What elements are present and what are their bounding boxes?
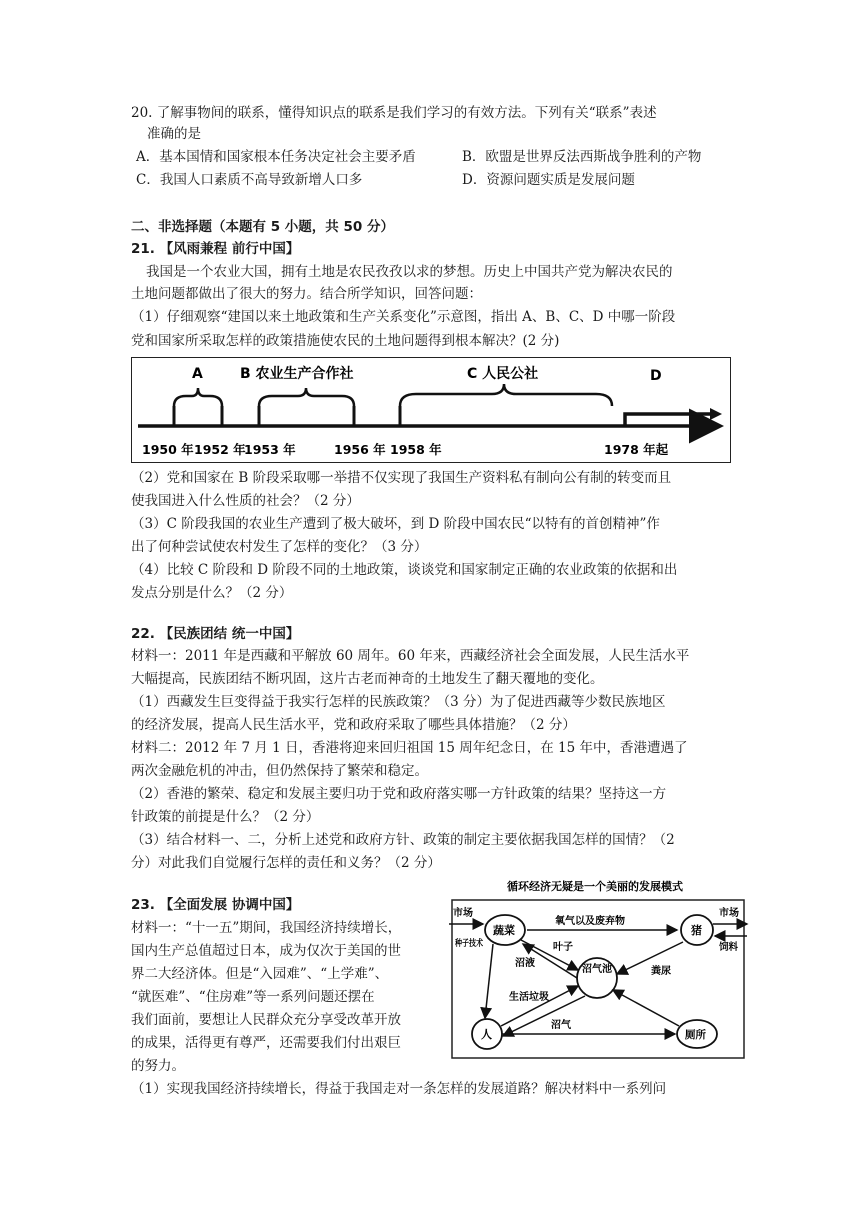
q23-material1-line7: 的努力。 xyxy=(131,1058,185,1074)
stage-b-label: B 农业生产合作社 xyxy=(240,366,354,382)
q20-stem-line1: 20. 了解事物间的联系，懂得知识点的联系是我们学习的有效方法。下列有关“联系”表述 xyxy=(131,105,657,121)
q23-part1-line1: （1）实现我国经济持续增长，得益于我国走对一条怎样的发展道路？解决材料中一系列问 xyxy=(131,1081,667,1097)
year-1953: 1953 年 xyxy=(244,442,296,457)
slurry-label: 沼液 xyxy=(515,958,535,969)
year-1958: 1958 年 xyxy=(390,442,442,457)
year-1952: 1952 年 xyxy=(194,442,246,457)
q20-option-c: C．我国人口素质不高导致新增人口多 xyxy=(136,172,363,188)
stage-a-brace xyxy=(174,388,222,406)
q21-part2-line2: 使我国进入什么性质的社会？（2 分） xyxy=(131,493,360,509)
q21-part4-line2: 发点分别是什么？（2 分） xyxy=(131,585,293,601)
timeline-svg xyxy=(132,358,730,462)
q22-material1-line2: 大幅提高，民族团结不断巩固，这片古老而神奇的土地发生了翻天覆地的变化。 xyxy=(131,671,604,687)
toilet-label: 厕所 xyxy=(685,1029,706,1041)
year-1950: 1950 年 xyxy=(142,442,194,457)
q23-material1-line6: 的成果，活得更有尊严，还需要我们付出艰巨 xyxy=(131,1035,401,1051)
q20-option-a: A．基本国情和国家根本任务决定社会主要矛盾 xyxy=(136,149,416,165)
vegetables-label: 蔬菜 xyxy=(493,924,515,937)
seed-tech-label: 种子技术 xyxy=(455,939,492,949)
q20-option-d: D．资源问题实质是发展问题 xyxy=(462,172,635,188)
q22-material2-line1: 材料二：2012 年 7 月 1 日，香港将迎来回归祖国 15 周年纪念日，在 15 年中，香港遭遇了 xyxy=(131,740,688,756)
q22-part2-line2: 针政策的前提是什么？（2 分） xyxy=(131,809,320,825)
biogas-label: 沼气池 xyxy=(582,964,612,975)
year-1978: 1978 年起 xyxy=(604,442,669,457)
q20-stem-line2: 准确的是 xyxy=(147,126,201,142)
q21-part3-line2: 出了何种尝试使农村发生了怎样的变化？（3 分） xyxy=(131,539,428,555)
q23-material1-line4: “就医难”、“住房难”等一系列问题还摆在 xyxy=(131,989,375,1005)
q21-part2-line1: （2）党和国家在 B 阶段采取哪一举措不仅实现了我国生产资料私有制向公有制的转变而且 xyxy=(131,470,672,486)
q23-material1-line3: 界二大经济体。但是“入园难”、“上学难”、 xyxy=(131,966,389,982)
circular-economy-diagram xyxy=(447,878,749,1060)
q21-part4-line1: （4）比较 C 阶段和 D 阶段不同的土地政策，谈谈党和国家制定正确的农业政策的依据和出 xyxy=(131,562,678,578)
stage-d-label: D xyxy=(650,368,662,384)
q22-part3-line2: 分）对此我们自觉履行怎样的责任和义务？（2 分） xyxy=(131,855,441,871)
q21-part1-line1: （1）仔细观察“建国以来土地政策和生产关系变化”示意图，指出 A、B、C、D 中哪一阶段 xyxy=(131,309,676,325)
person-label: 人 xyxy=(481,1028,492,1041)
pig-label: 猪 xyxy=(691,924,702,937)
q22-part3-line1: （3）结合材料一、二，分析上述党和政府方针、政策的制定主要依据我国怎样的国情？（2 xyxy=(131,832,675,848)
q21-part1-line2: 党和国家所采取怎样的政策措施使农民的土地问题得到根本解决？(2 分) xyxy=(131,333,560,349)
market-left-label: 市场 xyxy=(453,908,473,919)
feed-label: 饲料 xyxy=(719,942,739,953)
stage-c-label: C 人民公社 xyxy=(467,366,539,382)
q20-option-b: B．欧盟是世界反法西斯战争胜利的产物 xyxy=(462,149,702,165)
q23-title: 23. 【全面发展 协调中国】 xyxy=(131,897,300,913)
circular-economy-svg xyxy=(447,878,749,1060)
section2-title: 二、非选择题（本题有 5 小题，共 50 分） xyxy=(131,219,394,235)
year-1956: 1956 年 xyxy=(334,442,386,457)
stage-b-brace xyxy=(259,388,354,406)
stage-d-arrow xyxy=(625,414,714,426)
market-right-label: 市场 xyxy=(719,908,739,919)
oxygen-waste-label: 氧气以及废弃物 xyxy=(555,916,625,927)
q21-title: 21. 【风雨兼程 前行中国】 xyxy=(131,241,300,257)
stage-c-brace xyxy=(400,384,612,406)
q21-intro-line1: 我国是一个农业大国，拥有土地是农民孜孜以求的梦想。历史上中国共产党为解决农民的 xyxy=(146,264,673,280)
q22-part1-line1: （1）西藏发生巨变得益于我实行怎样的民族政策？（3 分）为了促进西藏等少数民族地区 xyxy=(131,694,666,710)
gas-label: 沼气 xyxy=(551,1020,571,1031)
stage-a-label: A xyxy=(192,366,203,382)
q21-part3-line1: （3）C 阶段我国的农业生产遭到了极大破坏，到 D 阶段中国农民“以特有的首创精神”作 xyxy=(131,516,660,532)
diagram-title: 循环经济无疑是一个美丽的发展模式 xyxy=(507,880,683,893)
q23-material1-line5: 我们面前，要想让人民群众充分享受改革开放 xyxy=(131,1012,401,1028)
q23-material1-line1: 材料一：“十一五”期间，我国经济持续增长， xyxy=(131,920,402,936)
q22-material2-line2: 两次金融危机的冲击，但仍然保持了繁荣和稳定。 xyxy=(131,763,428,779)
q22-material1-line1: 材料一：2011 年是西藏和平解放 60 周年。60 年来，西藏经济社会全面发展，人民生活水平 xyxy=(131,648,690,664)
q22-title: 22. 【民族团结 统一中国】 xyxy=(131,626,300,642)
q23-material1-line2: 国内生产总值超过日本，成为仅次于美国的世 xyxy=(131,943,401,959)
q22-part1-line2: 的经济发展，提高人民生活水平，党和政府采取了哪些具体措施？（2 分） xyxy=(131,717,576,733)
q21-intro-line2: 土地问题都做出了很大的努力。结合所学知识，回答问题： xyxy=(131,286,482,302)
leaves-label: 叶子 xyxy=(553,942,573,953)
q22-part2-line1: （2）香港的繁荣、稳定和发展主要归功于党和政府落实哪一方针政策的结果？坚持这一方 xyxy=(131,786,667,802)
land-policy-timeline xyxy=(131,357,731,463)
manure-label: 粪尿 xyxy=(651,966,671,977)
garbage-label: 生活垃圾 xyxy=(509,992,549,1003)
